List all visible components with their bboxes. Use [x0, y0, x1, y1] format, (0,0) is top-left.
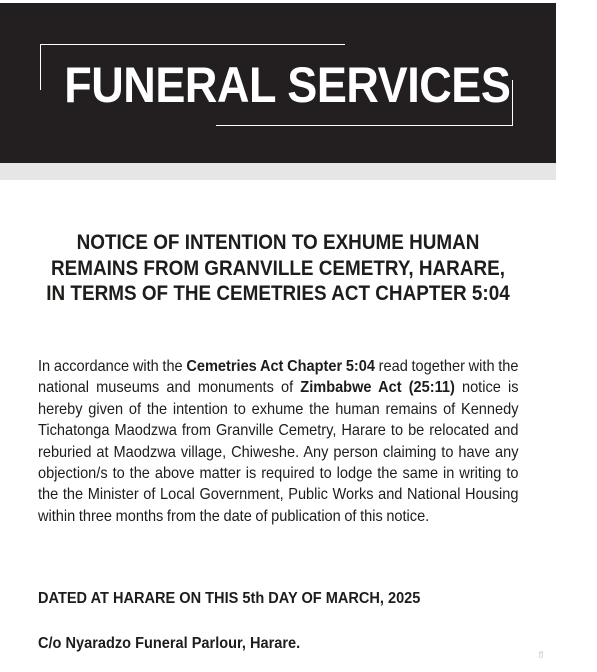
- notice-heading-line-3: IN TERMS OF THE CEMETRIES ACT CHAPTER 5:04: [46, 282, 510, 305]
- frame-line-bottom: [216, 125, 513, 126]
- notice-body: [38, 356, 518, 527]
- section-title: FUNERAL SERVICES: [64, 57, 511, 113]
- frame-line-left: [40, 44, 41, 90]
- frame-line-top: [40, 44, 345, 45]
- notice-heading-line-1: NOTICE OF INTENTION TO EXHUME HUMAN: [76, 231, 480, 254]
- notice-heading-line-2: REMAINS FROM GRANVILLE CEMETRY, HARARE,: [51, 256, 505, 280]
- grey-band: [0, 163, 556, 180]
- body-act-name: Cemetries Act Chapter 5:04: [186, 358, 375, 375]
- body-zimbabwe-act: Zimbabwe Act (25:11): [300, 379, 455, 397]
- care-of-line: C/o Nyaradzo Funeral Parlour, Harare.: [38, 635, 301, 652]
- dated-line: DATED AT HARARE ON THIS 5th DAY OF MARCH, 2025: [38, 590, 421, 607]
- body-text-3: notice is hereby given of the intention to exhume the human remains of Kennedy Tichatonga Maodzwa from Granville Cemetry, Harare to be relocated and reburied at Maodzwa village, Chiweshe. Any person claiming to have any objection/s to the above matter is required to lodge the same in writing to the the Minister of Local Government, Public Works and National Housing within three months from the date of publication of this notice.: [38, 379, 519, 525]
- frame-line-right: [512, 80, 513, 126]
- body-text-1: In accordance with the: [38, 358, 187, 375]
- notice-heading: [28, 230, 528, 307]
- margin-mark: cs: [538, 651, 545, 658]
- body-text-2: read together with the national museums and monuments of: [38, 358, 519, 397]
